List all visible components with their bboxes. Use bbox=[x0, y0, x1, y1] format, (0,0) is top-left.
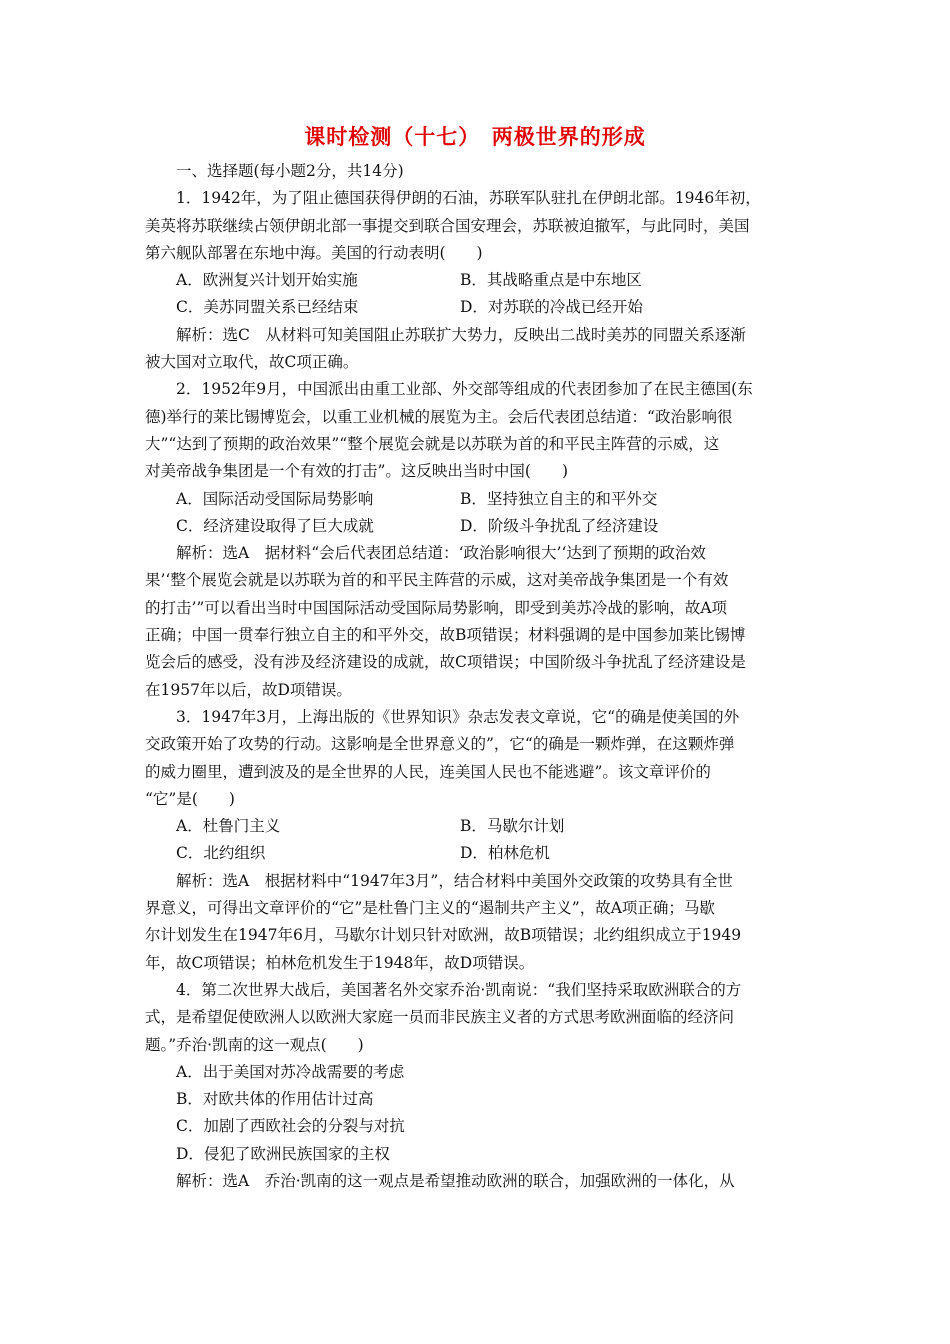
question-text-line: “它”是( ) bbox=[145, 789, 235, 808]
question-3 bbox=[145, 704, 807, 977]
analysis-line: 正确；中国一贯奉行独立自主的和平外交，故B项错误；材料强调的是中国参加莱比锡博 bbox=[145, 626, 746, 645]
question-text-line: 德)举行的莱比锡博览会，以重工业机械的展览为主。会后代表团总结道：“政治影响很 bbox=[145, 407, 733, 426]
option-c: C．北约组织 bbox=[176, 844, 266, 863]
option-b: B．对欧共体的作用估计过高 bbox=[176, 1090, 374, 1109]
question-text-line: 的威力圈里，遭到波及的是全世界的人民，连美国人民也不能逃避”。该文章评价的 bbox=[145, 762, 711, 781]
analysis-line: 被大国对立取代，故C项正确。 bbox=[145, 353, 359, 372]
option-c: C．经济建设取得了巨大成就 bbox=[176, 516, 374, 535]
question-text-line: 美英将苏联继续占领伊朗北部一事提交到联合国安理会，苏联被迫撤军，与此同时，美国 bbox=[145, 216, 750, 235]
options-row bbox=[145, 486, 807, 513]
analysis-line: 果’‘整个展览会就是以苏联为首的和平民主阵营的示威，这对美帝战争集团是一个有效 bbox=[145, 571, 729, 590]
options-row bbox=[145, 813, 807, 840]
question-text-line: 题。”乔治·凯南的这一观点( ) bbox=[145, 1035, 364, 1054]
analysis-line: 解析：选A 乔治·凯南的这一观点是希望推动欧洲的联合，加强欧洲的一体化，从 bbox=[176, 1171, 735, 1190]
analysis-line: 解析：选C 从材料可知美国阻止苏联扩大势力，反映出二战时美苏的同盟关系逐渐 bbox=[176, 325, 746, 344]
options-row bbox=[145, 294, 807, 321]
question-text-line: 2．1952年9月，中国派出由重工业部、外交部等组成的代表团参加了在民主德国(东 bbox=[176, 380, 753, 399]
analysis-line: 年，故C项错误；柏林危机发生于1948年，故D项错误。 bbox=[145, 953, 535, 972]
analysis-line: 览会后的感受，没有涉及经济建设的成就，故C项错误；中国阶级斗争扰乱了经济建设是 bbox=[145, 653, 746, 672]
analysis-line: 界意义，可得出文章评价的“它”是杜鲁门主义的“遏制共产主义”，故A项正确；马歇 bbox=[145, 899, 715, 918]
document-body bbox=[145, 158, 807, 1195]
question-text-line: 4．第二次世界大战后，美国著名外交家乔治·凯南说：“我们坚持采取欧洲联合的方 bbox=[176, 980, 742, 999]
option-b: B．马歇尔计划 bbox=[460, 817, 565, 836]
question-text-line: 第六舰队部署在东地中海。美国的行动表明( ) bbox=[145, 243, 483, 262]
options-row bbox=[145, 267, 807, 294]
question-text-line: 3．1947年3月，上海出版的《世界知识》杂志发表文章说，它“的确是使美国的外 bbox=[176, 707, 740, 726]
option-a: A．出于美国对苏冷战需要的考虑 bbox=[176, 1062, 405, 1081]
option-d: D．阶级斗争扰乱了经济建设 bbox=[460, 516, 659, 535]
option-b: B．其战略重点是中东地区 bbox=[460, 271, 642, 290]
options-row bbox=[145, 513, 807, 540]
section-heading: 一、选择题(每小题2分，共14分) bbox=[176, 162, 404, 180]
option-a: A．杜鲁门主义 bbox=[176, 817, 281, 836]
option-a: A．国际活动受国际局势影响 bbox=[176, 489, 374, 508]
option-d: D．侵犯了欧洲民族国家的主权 bbox=[176, 1144, 390, 1163]
option-d: D．柏林危机 bbox=[460, 844, 550, 863]
question-text-line: 对美帝战争集团是一个有效的打击”。这反映出当时中国( ) bbox=[145, 462, 569, 481]
question-2 bbox=[145, 376, 807, 704]
option-c: C．加剧了西欧社会的分裂与对抗 bbox=[176, 1117, 405, 1136]
question-text-line: 交政策开始了攻势的行动。这影响是全世界意义的”，它“的确是一颗炸弹，在这颗炸弹 bbox=[145, 735, 735, 754]
question-1 bbox=[145, 185, 807, 376]
analysis-line: 的打击’”可以看出当时中国国际活动受国际局势影响，即受到美苏冷战的影响，故A项 bbox=[145, 598, 728, 617]
analysis-line: 解析：选A 根据材料中“1947年3月”，结合材料中美国外交政策的攻势具有全世 bbox=[176, 871, 733, 890]
question-text-line: 大”“达到了预期的政治效果”“整个展览会就是以苏联为首的和平民主阵营的示威，这 bbox=[145, 434, 720, 453]
question-4 bbox=[145, 977, 807, 1195]
option-d: D．对苏联的冷战已经开始 bbox=[460, 298, 643, 317]
option-c: C．美苏同盟关系已经结束 bbox=[176, 298, 359, 317]
analysis-line: 在1957年以后，故D项错误。 bbox=[145, 680, 352, 699]
page-title: 课时检测（十七） 两极世界的形成 bbox=[304, 124, 646, 149]
option-a: A．欧洲复兴计划开始实施 bbox=[176, 271, 358, 290]
question-text-line: 1．1942年，为了阻止德国获得伊朗的石油，苏联军队驻扎在伊朗北部。1946年初， bbox=[176, 189, 761, 208]
options-row bbox=[145, 840, 807, 867]
question-text-line: 式，是希望促使欧洲人以欧洲大家庭一员而非民族主义者的方式思考欧洲面临的经济问 bbox=[145, 1008, 735, 1027]
analysis-line: 解析：选A 据材料“会后代表团总结道：‘政治影响很大’‘达到了预期的政治效 bbox=[176, 544, 706, 563]
analysis-line: 尔计划发生在1947年6月，马歇尔计划只针对欧洲，故B项错误；北约组织成立于1949 bbox=[145, 926, 742, 945]
option-b: B．坚持独立自主的和平外交 bbox=[460, 489, 658, 508]
